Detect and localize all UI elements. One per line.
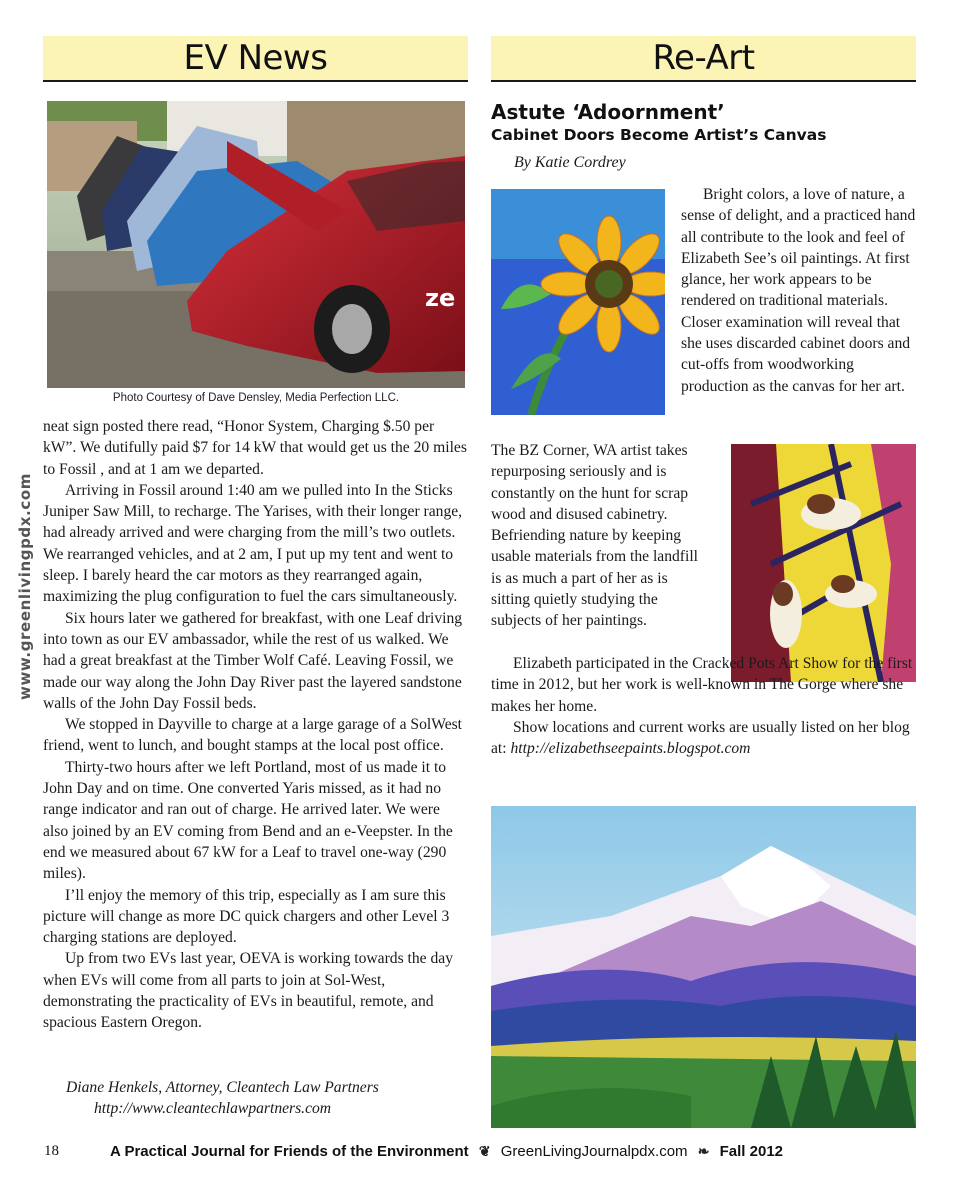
footer-line bbox=[110, 1143, 783, 1160]
art-article-byline: By Katie Cordrey bbox=[514, 154, 626, 171]
ev-paragraph: I’ll enjoy the memory of this trip, especially as I am sure this picture will change as more DC quick chargers and other Level 3 charging stations are deployed. bbox=[43, 886, 450, 947]
ev-signature-url: http://www.cleantechlawpartners.com bbox=[94, 1100, 332, 1117]
art-paragraph: Bright colors, a love of nature, a sense of delight, and a practiced hand all contribute to the look and feel of Elizabeth See’s oil paintings. At first glance, her work appears to be rendered on traditional materials. Closer examination will reveal that she uses discarded cabinet doors and cut-offs from woodworking production as the canvas for her art. bbox=[681, 186, 916, 395]
ev-paragraph: neat sign posted there read, “Honor System, Charging $.50 per kW”. We dutifully paid $7 for 14 kW that would get us the 20 miles to Fossil , and at 1 am we departed. bbox=[43, 418, 467, 478]
ev-paragraph: Up from two EVs last year, OEVA is working towards the day when EVs will come from all parts to join at Sol-West, demonstrating the practicality of EVs in beautiful, remote, and spacious Eastern Oregon. bbox=[43, 950, 454, 1032]
art-paragraph-2 bbox=[491, 440, 709, 632]
art-article-title: Astute ‘Adoornment’ bbox=[491, 100, 725, 124]
footer-site: GreenLivingJournalpdx.com bbox=[500, 1143, 688, 1160]
art-paragraph: Elizabeth participated in the Cracked Pots Art Show for the first time in 2012, but her work is well-known in The Gorge where she makes her home. bbox=[491, 655, 913, 715]
art-paragraph: Show locations and current works are usually listed on her blog at: http://elizabethseepaints.blogspot.com bbox=[491, 718, 910, 758]
birds-painting bbox=[731, 444, 916, 682]
car-logo-text: ze bbox=[425, 284, 456, 312]
art-paragraph-3 bbox=[491, 653, 916, 759]
art-article-subtitle: Cabinet Doors Become Artist’s Canvas bbox=[491, 126, 827, 144]
footer-tagline: A Practical Journal for Friends of the Environment bbox=[110, 1143, 469, 1160]
ev-article-body bbox=[43, 416, 468, 1034]
re-art-header bbox=[491, 36, 916, 82]
page-number: 18 bbox=[44, 1143, 59, 1159]
side-url: www.greenlivingpdx.com bbox=[16, 473, 34, 700]
art-paragraph: The BZ Corner, WA artist takes repurposing seriously and is constantly on the hunt for scrap wood and disused cabinetry. Befriending nature by keeping usable materials from the landfill is as much a part of her as is sitting quietly studying the subjects of her paintings. bbox=[491, 442, 698, 630]
ev-signature-name: Diane Henkels, Attorney, Cleantech Law Partners bbox=[66, 1079, 379, 1096]
art-blog-url[interactable]: http://elizabethseepaints.blogspot.com bbox=[510, 740, 751, 758]
ev-news-header bbox=[43, 36, 468, 82]
re-art-title: Re-Art bbox=[652, 38, 755, 78]
ev-paragraph: Arriving in Fossil around 1:40 am we pulled into In the Sticks Juniper Saw Mill, to recharge. The Yarises, with their longer range, had already arrived and were charging from the mill’s two outlets. We rearranged vehicles, and at 2 am, I put up my tent and went to sleep. I barely heard the car motors as they rearranged again, maximizing the plug configuration to fuel the cars simultaneously. bbox=[43, 481, 463, 606]
ev-photo-caption: Photo Courtesy of Dave Densley, Media Perfection LLC. bbox=[112, 392, 400, 404]
mountain-painting bbox=[491, 806, 916, 1128]
ev-news-title: EV News bbox=[183, 38, 328, 78]
ev-signature bbox=[66, 1077, 379, 1119]
ev-paragraph: Six hours later we gathered for breakfast, with one Leaf driving into town as our EV ambassador, while the rest of us walked. We had a great breakfast at the Timber Wolf Café. Leaving Fossil, we made our way along the John Day River past the layered sandstone walls of the John Day Fossil beds. bbox=[43, 609, 463, 712]
ornament-left-icon: ❦ bbox=[478, 1143, 491, 1159]
ornament-right-icon: ❧ bbox=[697, 1143, 710, 1159]
ev-cars-photo bbox=[47, 101, 465, 388]
art-paragraph-1 bbox=[681, 184, 916, 397]
footer-issue: Fall 2012 bbox=[719, 1143, 784, 1160]
sunflower-painting bbox=[491, 189, 665, 415]
ev-paragraph: Thirty-two hours after we left Portland, most of us made it to John Day and on time. One converted Yaris missed, as it had no range indicator and ran out of charge. He arrived later. We were also joined by an EV coming from Bend and an e-Veepster. In the end we measured about 67 kW for a Leaf to travel one-way (290 miles). bbox=[43, 758, 453, 883]
ev-paragraph: We stopped in Dayville to charge at a large garage of a SolWest friend, went to lunch, and bought stamps at the local post office. bbox=[43, 716, 463, 755]
